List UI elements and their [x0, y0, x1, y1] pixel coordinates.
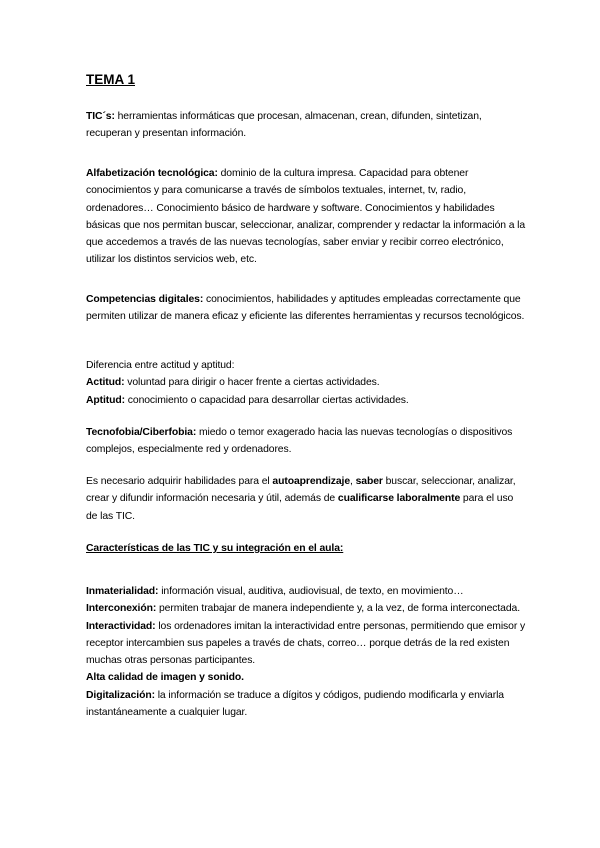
interactividad-text: los ordenadores imitan la interactividad entre personas, permitiendo que emisor y receptor intercambien sus papeles a través de chats, correo… porque detrás de la red existen muchas otras personas participantes.: [86, 620, 526, 667]
diferencia-intro: Diferencia entre actitud y aptitud:: [86, 360, 235, 371]
inmaterialidad-text: información visual, auditiva, audiovisual, de texto, en movimiento…: [158, 586, 464, 597]
inmaterialidad-term: Inmaterialidad:: [86, 586, 159, 597]
necesario-paragraph: [86, 473, 526, 525]
competencias-definition: [86, 291, 526, 326]
interconexion-text: permiten trabajar de manera independiente y, a la vez, de forma interconectada.: [156, 603, 520, 615]
aptitud-term: Aptitud:: [86, 394, 126, 406]
tecnofobia-definition: [86, 424, 526, 459]
diferencia-section: [86, 357, 526, 409]
alfabetizacion-term: Alfabetización tecnológica:: [86, 168, 218, 179]
list-item: [86, 618, 526, 670]
aptitud-text: conocimiento o capacidad para desarrollar ciertas actividades.: [125, 394, 409, 406]
tecnofobia-text: miedo o temor exagerado hacia las nuevas tecnologías o dispositivos complejos, especialmente red y ordenadores.: [86, 427, 513, 456]
tics-definition: [86, 108, 526, 143]
alfabetizacion-definition: [86, 165, 526, 269]
alfabetizacion-text: dominio de la cultura impresa. Capacidad para obtener conocimientos y para comunicarse a través de símbolos textuales, internet, tv, radio, ordenadores… Conocimiento básico de hardware y software. Conocimientos y habilidades básicas que nos permitan buscar, seleccionar, analizar, comprender y redactar la información a la que accedemos a través de las nuevas tecnologías, saber enviar y recibir correo electrónico, utilizar los distintos servicios web, etc.: [86, 168, 526, 266]
actitud-text: voluntad para dirigir o hacer frente a ciertas actividades.: [124, 377, 380, 389]
caracteristicas-heading-block: [86, 540, 526, 557]
alta-calidad-term: Alta calidad de imagen y sonido.: [86, 672, 244, 684]
saber-term: saber: [355, 476, 383, 487]
digitalizacion-text: la información se traduce a dígitos y códigos, pudiendo modificarla y enviarla instantáneamente a cualquier lugar.: [86, 689, 504, 719]
competencias-text: conocimientos, habilidades y aptitudes empleadas correctamente que permiten utilizar de manera eficaz y eficiente las diferentes herramientas y recursos tecnológicos.: [86, 294, 525, 323]
tics-term: TIC´s:: [86, 111, 115, 122]
caracteristicas-list: [86, 583, 526, 721]
necesario-text-3: buscar, seleccionar, analizar, crear y difundir información necesaria y útil, además de: [86, 476, 516, 505]
digitalizacion-term: Digitalización:: [86, 689, 155, 701]
caracteristicas-heading: Características de las TIC y su integración en el aula:: [86, 543, 344, 554]
actitud-term: Actitud:: [86, 377, 125, 389]
necesario-text-1: Es necesario adquirir habilidades para el: [86, 476, 273, 487]
necesario-text-2: ,: [350, 476, 356, 487]
necesario-text-4: para el uso de las TIC.: [86, 493, 514, 522]
autoaprendizaje-term: autoaprendizaje: [272, 476, 351, 487]
cualificarse-term: cualificarse laboralmente: [337, 493, 461, 505]
tics-text: herramientas informáticas que procesan, almacenan, crean, difunden, sintetizan, recuperan y presentan información.: [86, 111, 482, 140]
tecnofobia-term: Tecnofobia/Ciberfobia:: [86, 427, 197, 438]
list-item: [86, 669, 526, 686]
list-item: [86, 583, 526, 600]
list-item: [86, 600, 526, 617]
interactividad-term: Interactividad:: [86, 620, 156, 632]
interconexion-term: Interconexión:: [86, 603, 157, 615]
competencias-term: Competencias digitales:: [86, 294, 204, 305]
page-title: TEMA 1: [86, 72, 136, 87]
list-item: [86, 687, 526, 722]
